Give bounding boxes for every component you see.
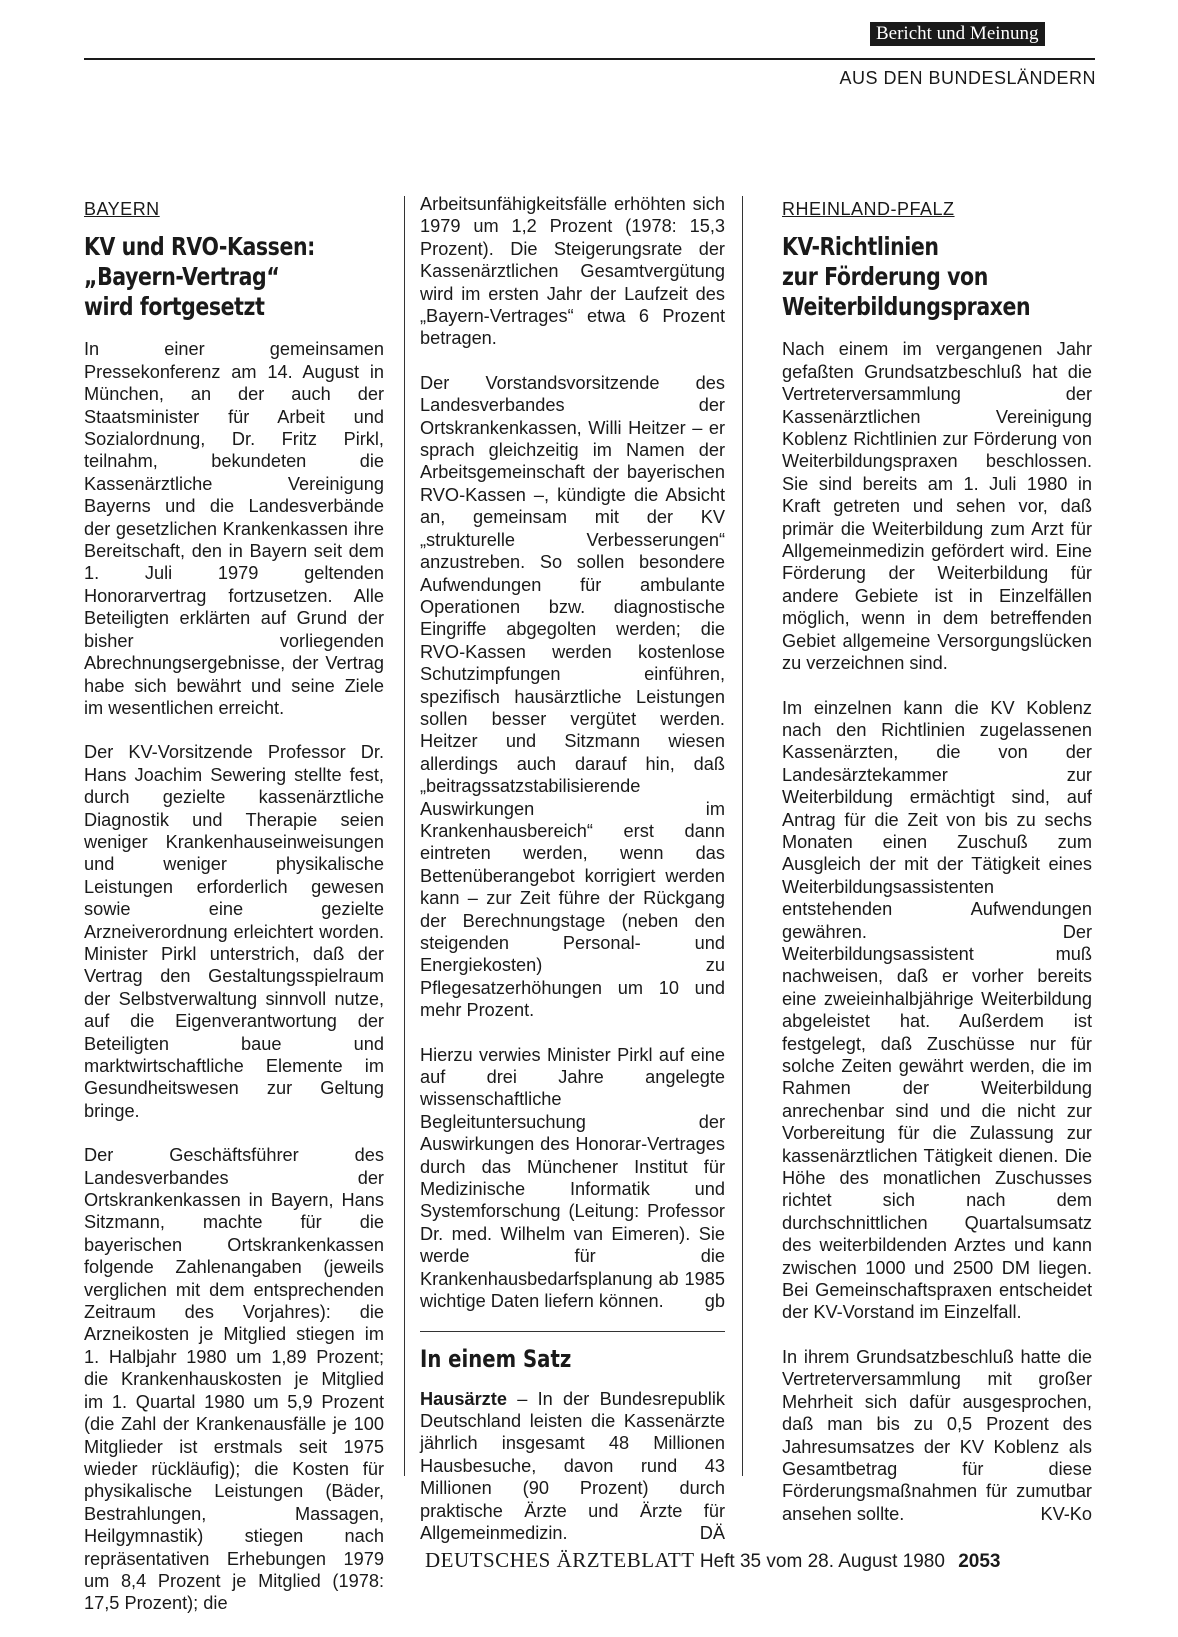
page-footer xyxy=(425,1548,1000,1573)
issue-info: Heft 35 vom 28. August 1980 xyxy=(699,1551,945,1572)
page-number: 2053 xyxy=(958,1551,1001,1572)
author-signature: KV-Ko xyxy=(1040,1503,1092,1524)
headline-line: Weiterbildungspraxen xyxy=(782,292,1031,322)
paragraph: Im einzelnen kann die KV Koblenz nach den Richtlinien zugelassenen Kassenärzten, die von der Landesärztekammer zur Weiterbildung ermächtigt sind, auf Antrag für die Zeit von bis zu sechs Monaten einen Zuschuß zum Ausgleich der mit der Tätigkeit eines Weiterbildungsassistenten entstehenden Aufwendungen gewähren. Der Weiterbildungsassistent muß nachweisen, daß er vorher bereits eine zweieinhalbjährige Weiterbildung abgeleistet hat. Außerdem ist festgelegt, daß Zuschüsse nur für solche Zeiten gewährt werden, die im Rahmen der Weiterbildung anrechenbar sind und die nicht zur Vorbereitung für die Zulassung zur kassenärztlichen Tätigkeit dienen. Die Höhe des monatlichen Zuschusses richtet sich nach dem durchschnittlichen Quartalsumsatz des weiterbildenden Arztes und kann zwischen 1000 und 2500 DM liegen. Bei Gemeinschaftspraxen entscheidet der KV-Vorstand im Einzelfall. xyxy=(782,697,1092,1323)
paragraph xyxy=(420,1044,725,1313)
paragraph: Der Vorstandsvorsitzende des Landesverbandes der Ortskrankenkassen, Willi Heitzer – er sprach gleichzeitig im Namen der Arbeitsgemeinschaft der bayerischen RVO-Kassen –, kündigte die Absicht an, gemeinsam mit der KV „strukturelle Verbesserungen“ anzustreben. So sollen besondere Aufwendungen für ambulante Operationen bzw. diagnostische Eingriffe abgegolten werden; die RVO-Kassen werden kostenlose Schutzimpfungen einführen, spezifisch hausärztliche Leistungen sollen besser vergütet werden. Heitzer und Sitzmann wiesen allerdings auch darauf hin, daß „beitragssatzstabilisierende Auswirkungen im Krankenhausbereich“ erst dann eintreten werden, wenn das Bettenüberangebot korrigiert werden kann – zur Zeit führe der Rückgang der Berechnungstage (neben den steigenden Personal- und Energiekosten) zu Pflegesatzerhöhungen um 10 und mehr Prozent. xyxy=(420,372,725,1021)
headline-line: zur Förderung von xyxy=(782,262,988,292)
paragraph xyxy=(782,1346,1092,1525)
paragraph-text: In ihrem Grundsatzbeschluß hatte die Vertreterversammlung mit großer Mehrheit sich dafür ausgesprochen, daß man bis zu 0,5 Prozent des Jahresumsatzes der KV Koblenz als Gesamtbetrag für diese Förderungsmaßnahmen für zumutbar ansehen sollte. xyxy=(782,1346,1092,1524)
box-heading: In einem Satz xyxy=(420,1344,572,1373)
article-kicker: RHEINLAND-PFALZ xyxy=(782,199,955,219)
box-lead: Hausärzte xyxy=(420,1388,507,1409)
paragraph-text: Hierzu verwies Minister Pirkl auf eine auf drei Jahre angelegte wissenschaftliche Begleituntersuchung der Auswirkungen des Honorar-Vertrages durch das Münchener Institut für Medizinische Informatik und Systemforschung (Leitung: Professor Dr. med. Wilhelm van Eimeren). Sie werde für die Krankenhausbedarfsplanung ab 1985 wichtige Daten liefern können. xyxy=(420,1044,725,1312)
article-headline xyxy=(782,232,1092,322)
headline-line: „Bayern-Vertrag“ xyxy=(84,262,280,292)
box-paragraph xyxy=(420,1388,725,1545)
box-rule xyxy=(420,1331,725,1332)
box-text: – In der Bundesrepublik Deutschland leisten die Kassenärzte jährlich insgesamt 48 Millionen Hausbesuche, davon rund 43 Millionen (90 Prozent) durch praktische Ärzte und Ärzte für Allgemeinmedizin. xyxy=(420,1388,725,1543)
article-rheinland-pfalz xyxy=(782,198,1092,1547)
paragraph: Der Geschäftsführer des Landesverbandes der Ortskrankenkassen in Bayern, Hans Sitzmann, machte für die bayerischen Ortskrankenkassen folgende Zahlenangaben (jeweils verglichen mit dem entsprechenden Zeitraum des Vorjahres): die Arzneikosten je Mitglied stiegen im 1. Halbjahr 1980 um 1,89 Prozent; die Krankenhauskosten je Mitglied im 1. Quartal 1980 um 5,9 Prozent (die Zahl der Krankenausfälle je 100 Mitglieder ist erstmals seit 1975 wieder rückläufig); die Kosten für physikalische Leistungen (Bäder, Bestrahlungen, Massagen, Heilgymnastik) stiegen nach repräsentativen Erhebungen 1979 um 8,4 Prozent je Mitglied (1978: 17,5 Prozent); die xyxy=(84,1145,384,1614)
headline-line: wird fortgesetzt xyxy=(84,292,265,322)
headline-line: KV und RVO-Kassen: xyxy=(84,232,315,262)
rubric-label: Bericht und Meinung xyxy=(870,22,1045,46)
article-bayern-column-1 xyxy=(84,198,384,1637)
author-signature: DÄ xyxy=(699,1522,725,1543)
headline-line: KV-Richtlinien xyxy=(782,232,939,262)
article-headline xyxy=(84,232,384,322)
paragraph: In einer gemeinsamen Pressekonferenz am 14. August in München, an der auch der Staatsminister für Arbeit und Sozialordnung, Dr. Fritz Pirkl, teilnahm, bekundeten die Kassenärztliche Vereinigung Bayerns und die Landesverbände der gesetzlichen Krankenkassen ihre Bereitschaft, den in Bayern seit dem 1. Juli 1979 geltenden Honorarvertrag fortzusetzen. Alle Beteiligten erklärten auf Grund der bisher vorliegenden Abrechnungsergebnisse, der Vertrag habe sich bewährt und seine Ziele im wesentlichen erreicht. xyxy=(84,339,384,718)
paragraph: Arbeitsunfähigkeitsfälle erhöhten sich 1979 um 1,2 Prozent (1978: 15,3 Prozent). Die Steigerungsrate der Kassenärztlichen Gesamtvergütung wird im ersten Jahr der Laufzeit des „Bayern-Vertrages“ etwa 6 Prozent betragen. xyxy=(420,194,725,349)
article-bayern-column-2 xyxy=(420,193,725,1566)
article-kicker: BAYERN xyxy=(84,199,160,219)
author-signature: gb xyxy=(704,1291,725,1312)
paragraph: Nach einem im vergangenen Jahr gefaßten Grundsatzbeschluß hat die Vertreterversammlung der Kassenärztlichen Vereinigung Koblenz Richtlinien zur Förderung von Weiterbildungspraxen beschlossen. Sie sind bereits am 1. Juli 1980 in Kraft getreten und sehen vor, daß primär die Weiterbildung zum Arzt für Allgemeinmedizin gefördert wird. Eine Förderung der Weiterbildung für andere Gebiete ist in Einzelfällen möglich, wenn in dem betreffenden Gebiet allgemeine Versorgungslücken zu verzeichnen sind. xyxy=(782,339,1092,674)
header-rule xyxy=(84,58,1095,60)
section-title: AUS DEN BUNDESLÄNDERN xyxy=(839,68,1096,88)
paragraph: Der KV-Vorsitzende Professor Dr. Hans Joachim Sewering stellte fest, durch gezielte kassenärztliche Diagnostik und Therapie seien weniger Krankenhauseinweisungen und weniger physikalische Leistungen erforderlich gewesen sowie eine gezielte Arzneiverordnung erleichtert worden. Minister Pirkl unterstrich, daß der Vertrag den Gestaltungsspielraum der Selbstverwaltung sinnvoll nutze, auf die Eigenverantwortung der Beteiligten baue und marktwirtschaftliche Elemente im Gesundheitswesen zur Geltung bringe. xyxy=(84,742,384,1121)
column-divider xyxy=(742,196,743,1476)
journal-name: DEUTSCHES ÄRZTEBLATT xyxy=(425,1548,695,1572)
column-divider xyxy=(404,196,405,1476)
